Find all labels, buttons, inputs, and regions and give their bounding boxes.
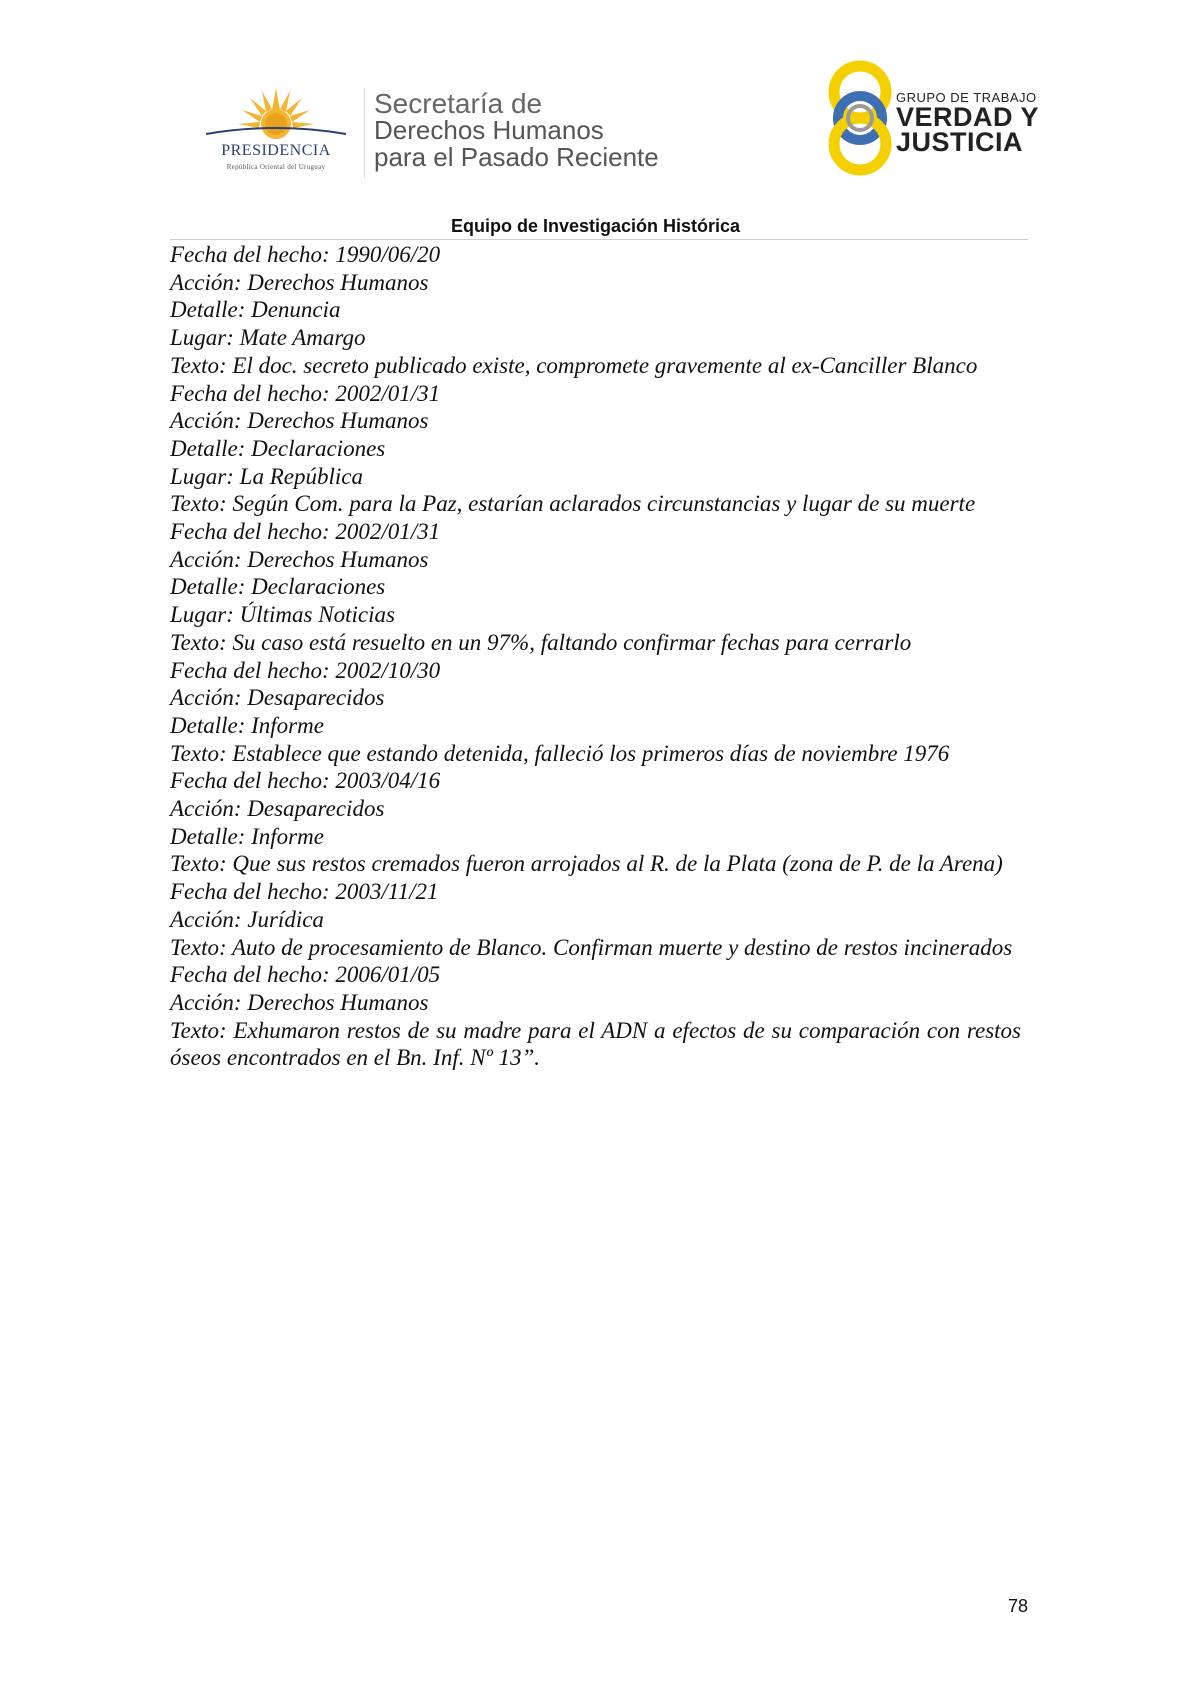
text-line: Detalle: Declaraciones bbox=[170, 435, 386, 461]
verdad-justicia-rings-logo-icon bbox=[820, 58, 900, 178]
header-divider bbox=[364, 88, 365, 178]
text-line: Acción: Desaparecidos bbox=[170, 796, 385, 822]
text-line: Lugar: La República bbox=[170, 463, 363, 489]
text-line: Detalle: Informe bbox=[170, 823, 324, 849]
text-line: Acción: Derechos Humanos bbox=[170, 546, 429, 572]
text-line: Acción: Derechos Humanos bbox=[170, 989, 429, 1015]
text-line: Fecha del hecho: 2003/11/21 bbox=[170, 879, 439, 905]
text-line: Acción: Derechos Humanos bbox=[170, 408, 429, 434]
gtvj-line-2: VERDAD Y bbox=[896, 102, 1040, 132]
text-line: Fecha del hecho: 2002/10/30 bbox=[170, 657, 441, 683]
text-line: Lugar: Últimas Noticias bbox=[170, 602, 395, 628]
text-paragraph: Texto: Auto de procesamiento de Blanco. Confirman muerte y destino de restos incinerados bbox=[170, 934, 1013, 960]
text-line: Fecha del hecho: 2002/01/31 bbox=[170, 380, 441, 406]
text-line: Acción: Derechos Humanos bbox=[170, 269, 429, 295]
team-title: Equipo de Investigación Histórica bbox=[450, 216, 741, 236]
secretaria-line-2: Derechos Humanos bbox=[374, 115, 604, 145]
presidencia-name: PRESIDENCIA bbox=[221, 142, 331, 159]
text-line: Fecha del hecho: 2002/01/31 bbox=[170, 519, 441, 545]
presidencia-subtitle: República Oriental del Uruguay bbox=[226, 163, 326, 171]
text-paragraph: Texto: Que sus restos cremados fueron arrojados al R. de la Plata (zona de P. de la Arena) bbox=[170, 851, 1003, 877]
text-line: Texto: El doc. secreto publicado existe, compromete gravemente al ex-Canciller Blanco bbox=[170, 352, 978, 378]
text-line: Fecha del hecho: 1990/06/20 bbox=[170, 242, 441, 267]
gtvj-line-3: JUSTICIA bbox=[896, 127, 1024, 157]
text-line: Fecha del hecho: 2003/04/16 bbox=[170, 768, 441, 794]
text-line: Acción: Jurídica bbox=[170, 906, 324, 932]
text-line: Fecha del hecho: 2006/01/05 bbox=[170, 962, 441, 988]
gtvj-line-1: GRUPO DE TRABAJO bbox=[896, 90, 1037, 105]
text-line: Texto: Su caso está resuelto en un 97%, faltando confirmar fechas para cerrarlo bbox=[170, 629, 912, 655]
document-body bbox=[170, 241, 1021, 1072]
text-line: Texto: Establece que estando detenida, falleció los primeros días de noviembre 1976 bbox=[170, 740, 950, 766]
text-paragraph: Texto: Exhumaron restos de su madre para el ADN a efectos de su comparación con restos óseos encontrados en el Bn. Inf. Nº 13”. bbox=[170, 1017, 1021, 1071]
header-rule bbox=[170, 239, 1028, 240]
verdad-justicia-title bbox=[896, 90, 1039, 155]
text-line: Detalle: Declaraciones bbox=[170, 574, 386, 600]
text-line: Detalle: Informe bbox=[170, 712, 324, 738]
text-line: Lugar: Mate Amargo bbox=[170, 325, 366, 351]
secretaria-line-3: para el Pasado Reciente bbox=[374, 142, 659, 172]
page-number: 78 bbox=[1007, 1596, 1028, 1616]
secretaria-title bbox=[374, 90, 659, 171]
secretaria-line-1: Secretaría de bbox=[374, 88, 543, 119]
text-line: Texto: Según Com. para la Paz, estarían aclarados circunstancias y lugar de su muerte bbox=[170, 491, 976, 517]
text-line: Acción: Desaparecidos bbox=[170, 685, 385, 711]
text-line: Detalle: Denuncia bbox=[170, 297, 341, 323]
